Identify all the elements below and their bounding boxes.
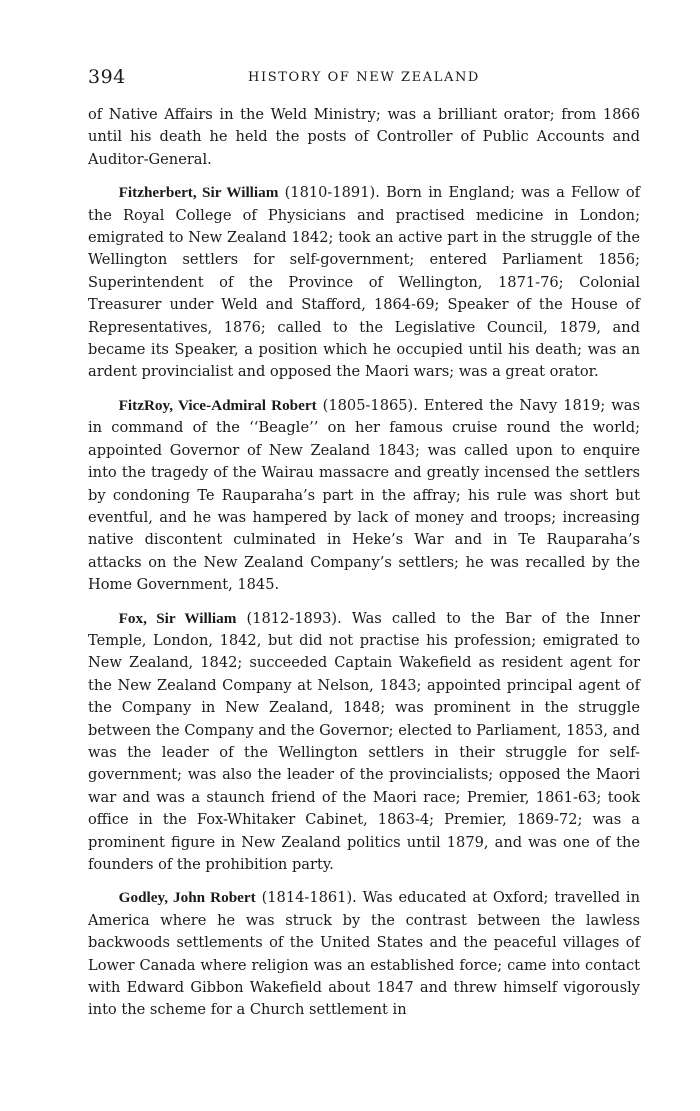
entry-name: FitzRoy, Vice-Admiral Robert <box>118 396 317 414</box>
entry-name: Fox, Sir William <box>118 609 237 627</box>
paragraph-text: of Native Affairs in the Weld Ministry; was a brilliant orator; from 1866 until his death he held the posts of Controller of Public Accounts and Auditor-General. <box>88 106 640 168</box>
entry-fitzroy <box>88 395 640 597</box>
entry-fitzherbert <box>88 182 640 384</box>
entry-text: (1805-1865). Entered the Navy 1819; was in command of the ‘‘Beagle’’ on her famous cruise round the world; appointed Governor of New Zealand 1843; was called upon to enquire into the tragedy of the Wairau massacre and greatly incensed the settlers by condoning Te Rauparaha’s part in the affray; his rule was short but eventful, and he was hampered by lack of money and troops; increasing native discontent culminated in Heke’s War and in Te Rauparaha’s attacks on the New Zealand Company’s settlers; he was recalled by the Home Government, 1845. <box>88 396 640 594</box>
paragraph-continuation <box>88 104 640 171</box>
entry-godley <box>88 887 640 1021</box>
entry-text: (1814-1861). Was educated at Oxford; travelled in America where he was struck by the contrast between the lawless backwoods settlements of the United States and the peaceful villages of Lower Canada where religion was an established force; came into contact with Edward Gibbon Wakefield about 1847 and threw himself vigorously into the scheme for a Church settlement in <box>88 889 640 1019</box>
page-header <box>88 66 640 92</box>
entry-text: (1812-1893). Was called to the Bar of the Inner Temple, London, 1842, but did not practise his profession; emigrated to New Zealand, 1842; succeeded Captain Wakefield as resident agent for the New Zealand Company at Nelson, 1843; appointed principal agent of the Company in New Zealand, 1848; was prominent in the struggle between the Company and the Governor; elected to Parliament, 1853, and was the leader of the Wellington settlers in their struggle for self-government; was also the leader of the provincialists; opposed the Maori war and was a staunch friend of the Maori race; Premier, 1861-63; took office in the Fox-Whitaker Cabinet, 1863-4; Premier, 1869-72; was a prominent figure in New Zealand politics until 1879, and was one of the founders of the prohibition party. <box>88 609 641 873</box>
entry-name: Godley, John Robert <box>118 889 256 907</box>
running-head: HISTORY OF NEW ZEALAND <box>248 70 480 85</box>
entry-name: Fitzherbert, Sir William <box>118 184 279 202</box>
page-number: 394 <box>88 66 126 88</box>
entry-text: (1810-1891). Born in England; was a Fellow of the Royal College of Physicians and practised medicine in London; emigrated to New Zealand 1842; took an active part in the struggle of the Wellington settlers for self-government; entered Parliament 1856; Superintendent of the Province of Wellington, 1871-76; Colonial Treasurer under Weld and Stafford, 1864-69; Speaker of the House of Representatives, 1876; called to the Legislative Council, 1879, and became its Speaker, a position which he occupied until his death; was an ardent provincialist and opposed the Maori wars; was a great orator. <box>88 184 641 381</box>
entry-fox <box>88 608 640 877</box>
